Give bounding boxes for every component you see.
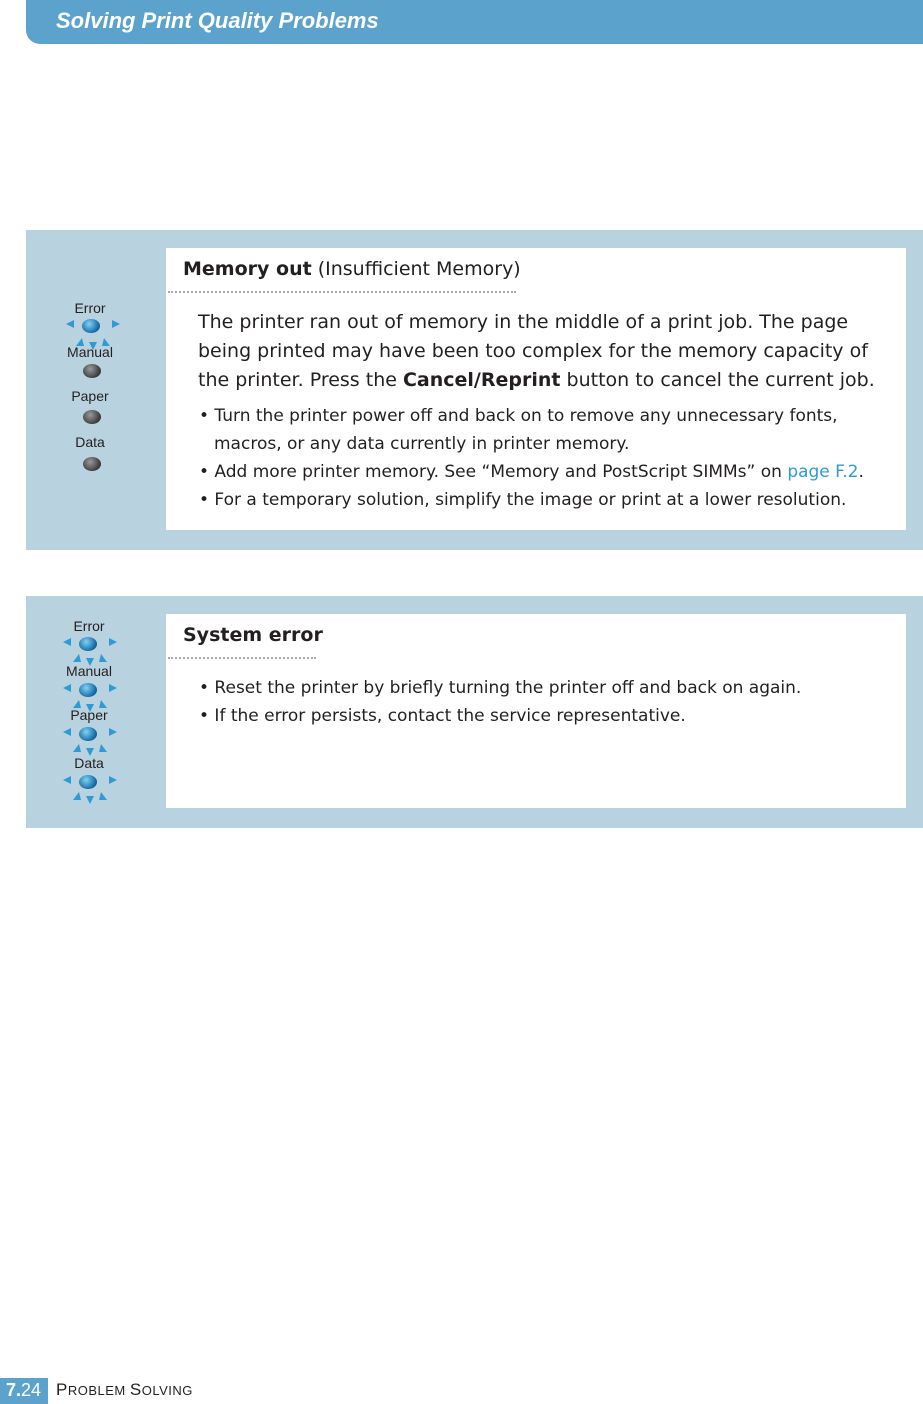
led-label-manual: Manual [66,663,112,679]
system-error-content [166,614,906,808]
list-item: • Turn the printer power off and back on to remove any unnecessary fonts, macros, or any data currently in printer memory. [199,406,838,454]
system-error-heading: System error [183,624,323,646]
list-item: • If the error persists, contact the service representative. [199,706,686,726]
section-footer: PROBLEM SOLVING [56,1380,193,1399]
memory-out-heading: Memory out (Insufficient Memory) [183,258,521,280]
led-label-paper: Paper [70,707,108,723]
page-number-badge: 7.24 [0,1378,48,1404]
data-led-icon [83,457,101,471]
blink-rays-icon [61,772,119,806]
led-label-paper: Paper [71,388,109,404]
memory-out-panel [26,230,923,550]
blink-rays-icon [61,724,119,758]
system-error-bullets [199,674,899,730]
cancel-reprint-button-label: Cancel/Reprint [402,369,561,391]
memory-out-description: The printer ran out of memory in the middle of a print job. The page being printed may have been too complex for the memory capacity of the printer. Press the Cancel/Reprint button to cancel the current job. [198,311,875,391]
page-f2-link[interactable]: page F.2 [787,462,859,482]
led-label-data: Data [75,434,105,450]
list-item: • For a temporary solution, simplify the image or print at a lower resolution. [199,490,847,510]
led-label-error: Error [74,300,106,316]
heading-divider [168,291,516,293]
list-item: • Add more printer memory. See “Memory and PostScript SIMMs” on page F.2. [199,462,864,482]
system-error-panel [26,596,923,828]
manual-led-icon [83,364,101,378]
memory-out-bullets [199,402,899,514]
led-label-data: Data [74,755,104,771]
list-item: • Reset the printer by briefly turning the printer off and back on again. [199,678,802,698]
heading-divider [168,657,316,659]
memory-out-content [166,248,906,530]
led-label-manual: Manual [67,344,113,360]
led-label-error: Error [73,618,105,634]
page-title: Solving Print Quality Problems [56,8,379,33]
paper-led-icon [83,410,101,424]
